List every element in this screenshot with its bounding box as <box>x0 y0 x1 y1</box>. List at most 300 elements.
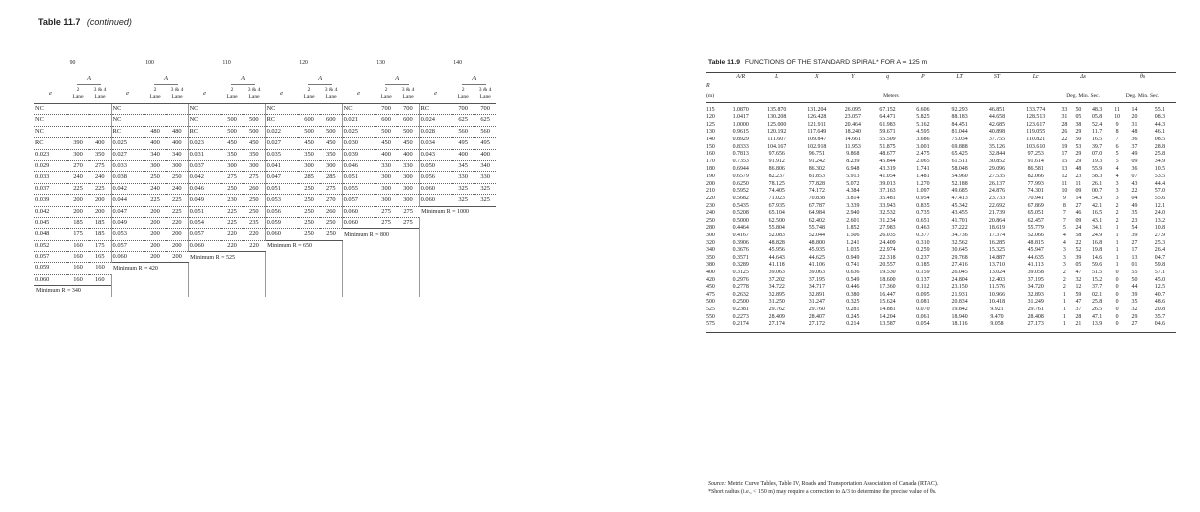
lc-cell: 103.610 <box>1026 143 1046 150</box>
radius-cell: 140 <box>706 136 715 143</box>
radius-2-lane: 250 <box>298 183 320 194</box>
theta-deg-cell: 0 <box>1115 276 1119 283</box>
delta-deg-cell: 7 <box>1062 217 1066 224</box>
radius-cell: 160 <box>706 151 715 158</box>
e-value: 0.027 <box>111 149 144 160</box>
theta-sec-cell: 34.9 <box>1154 158 1166 165</box>
delta-sec-cell: 11.7 <box>1092 129 1103 135</box>
y-cell: 4.384 <box>846 188 860 195</box>
p-cell: 1.097 <box>916 188 930 195</box>
q-cell: 20.557 <box>879 262 896 268</box>
empty-cell <box>452 252 474 263</box>
st-cell: 26.137 <box>988 180 1006 187</box>
empty-cell <box>188 286 221 297</box>
lt-cell: 43.455 <box>951 210 968 217</box>
e-value: 0.034 <box>419 138 452 149</box>
theta-sec-cell: 12.5 <box>1154 284 1166 291</box>
empty-cell <box>166 274 188 285</box>
p-cell: 5.162 <box>916 121 930 128</box>
theta-deg-cell: 0 <box>1115 284 1119 291</box>
radius-34-lane <box>166 104 188 115</box>
q-cell: 27.983 <box>879 225 896 231</box>
lc-cell: 133.774 <box>1026 106 1046 113</box>
q-cell: 35.481 <box>879 195 896 202</box>
lane-34-header-2: 3 & 4 Lane <box>243 85 265 104</box>
y-cell: 0.245 <box>846 313 860 320</box>
y-cell: 6.948 <box>846 166 860 172</box>
radius-34-lane: 175 <box>89 240 111 251</box>
delta-deg-cell: 33 <box>1061 106 1068 113</box>
radius-34-lane: 500 <box>243 126 265 137</box>
y-cell: 18.240 <box>844 129 861 135</box>
lt-cell: 30.645 <box>951 247 968 254</box>
radius-2-lane: 250 <box>144 172 166 183</box>
table-row <box>706 292 1176 299</box>
radius-34-lane: 185 <box>89 229 111 240</box>
y-cell: 0.380 <box>846 291 860 298</box>
theta-sec-cell: 25.3 <box>1154 240 1166 246</box>
radius-2-lane: 400 <box>144 138 166 149</box>
design-speed-3: 120 <box>299 60 308 67</box>
radius-34-lane <box>243 104 265 115</box>
radius-2-lane: 160 <box>67 263 89 274</box>
design-speed-1: 100 <box>145 60 154 67</box>
lane-34-header-1: 3 & 4 Lane <box>166 85 188 104</box>
y-cell: 1.241 <box>846 240 860 246</box>
e-value: 0.056 <box>265 206 298 217</box>
st-cell: 23.733 <box>988 195 1006 202</box>
radius-2-lane: 160 <box>67 274 89 285</box>
a-pad-cell <box>265 76 298 85</box>
y-cell: 0.446 <box>846 284 860 291</box>
radius-2-lane: 250 <box>298 206 320 217</box>
lt-cell: 61.511 <box>951 158 968 165</box>
theta-deg-cell: 1 <box>1115 247 1119 254</box>
radius-2-lane: 250 <box>298 229 320 240</box>
e-value: 0.042 <box>34 206 67 217</box>
spiral-functions-table <box>706 72 1176 333</box>
units-theta: Deg. Min. Sec. <box>1109 91 1176 103</box>
theta-min-cell: 32 <box>1131 306 1138 313</box>
empty-cell <box>342 274 375 285</box>
empty-cell <box>474 240 496 251</box>
theta-deg-cell: 7 <box>1115 136 1119 143</box>
q-cell: 41.054 <box>879 173 896 180</box>
theta-sec-cell: 44.3 <box>1154 121 1166 128</box>
radius-2-lane: 500 <box>221 115 243 126</box>
radius-2-lane: 400 <box>375 149 397 160</box>
radius-34-lane: 225 <box>89 183 111 194</box>
radius-2-lane: 340 <box>144 149 166 160</box>
empty-cell <box>474 286 496 297</box>
lane-34-header-4: 3 & 4 Lane <box>397 85 419 104</box>
theta-deg-cell: 1 <box>1115 225 1119 231</box>
lc-cell: 29.761 <box>1027 306 1044 313</box>
e-value: RC <box>111 126 144 137</box>
theta-sec-cell: 10.5 <box>1154 166 1166 172</box>
empty-cell <box>243 263 265 274</box>
l-cell: 130.208 <box>767 114 787 121</box>
radius-2-lane: 300 <box>298 160 320 171</box>
theta-sec-cell: 04.7 <box>1154 254 1166 261</box>
q-cell: 59.671 <box>879 129 896 135</box>
st-cell: 40.898 <box>988 129 1006 135</box>
x-cell: 44.625 <box>808 254 825 261</box>
p-cell: 5.825 <box>916 114 930 121</box>
y-cell: 0.636 <box>846 269 860 276</box>
a-over-r-cell: 1.0000 <box>732 121 749 128</box>
radius-34-lane: 700 <box>480 104 490 112</box>
table-row <box>34 263 496 274</box>
speed-header-row <box>34 58 496 70</box>
table-row <box>706 137 1176 144</box>
radius-2-lane: 300 <box>375 195 397 206</box>
l-cell: 27.174 <box>757 321 797 332</box>
theta-sec-cell: 04.6 <box>1144 321 1176 332</box>
lc-cell: 77.993 <box>1027 180 1044 187</box>
minimum-radius-2: Minimum R = 525 <box>188 252 265 263</box>
spiral-units-row <box>706 91 1176 103</box>
e-value: 0.059 <box>34 263 67 274</box>
radius-cell: 150 <box>706 143 715 150</box>
radius-2-lane: 325 <box>452 195 474 206</box>
lt-cell: 58.048 <box>951 166 968 172</box>
q-cell: 37.163 <box>879 188 896 195</box>
radius-2-lane: 600 <box>298 115 320 126</box>
radius-34-lane: 240 <box>166 183 188 194</box>
theta-deg-cell: 0 <box>1115 313 1119 320</box>
delta-min-cell: 24 <box>1075 225 1082 231</box>
delta-sec-cell: 58.3 <box>1091 173 1103 180</box>
radius-2-lane: 450 <box>221 138 243 149</box>
delta-deg-cell: 11 <box>1061 180 1068 187</box>
e-value: 0.031 <box>188 149 221 160</box>
delta-min-cell: 47 <box>1075 299 1082 305</box>
e-value: 0.054 <box>188 217 221 228</box>
x-cell: 29.760 <box>808 306 825 313</box>
st-cell: 13.024 <box>988 269 1006 276</box>
y-cell: 14.661 <box>844 136 861 143</box>
e-header-5: e <box>419 85 452 104</box>
header-lt: LT <box>940 73 980 84</box>
theta-min-cell: 22 <box>1131 188 1138 195</box>
p-cell: 1.270 <box>916 180 930 187</box>
e-value: 0.042 <box>188 172 221 183</box>
theta-deg-cell: 2 <box>1115 203 1119 209</box>
delta-min-cell: 14 <box>1075 195 1082 202</box>
empty-cell <box>375 252 397 263</box>
radius-2-lane: 240 <box>144 183 166 194</box>
table-row <box>34 138 496 149</box>
delta-deg-cell: 7 <box>1062 210 1066 217</box>
st-cell: 42.685 <box>988 121 1006 128</box>
a-over-r-cell: 0.2500 <box>732 299 749 305</box>
p-cell: 1.481 <box>916 173 930 180</box>
radius-34-lane: 300 <box>397 172 419 183</box>
radius-cell: 550 <box>706 313 715 320</box>
delta-deg-cell: 26 <box>1061 129 1068 135</box>
empty-cell <box>474 274 496 285</box>
q-cell: 39.013 <box>879 180 896 187</box>
lt-cell: 27.416 <box>951 262 968 268</box>
a-header-2: A <box>231 76 255 85</box>
empty-cell <box>375 286 397 297</box>
radius-34-lane: 225 <box>166 195 188 206</box>
radius-34-lane: 275 <box>320 183 342 194</box>
a-over-r-cell: 0.6944 <box>732 166 749 172</box>
a-over-r-cell: 0.6579 <box>732 173 749 180</box>
lt-cell: 92.293 <box>951 106 968 113</box>
lc-cell: 65.051 <box>1027 210 1044 217</box>
radius-cell: 300 <box>706 232 715 239</box>
delta-min-cell: 29 <box>1075 151 1082 158</box>
radius-2-lane: 220 <box>221 229 243 240</box>
table-row <box>706 321 1176 332</box>
delta-min-cell: 46 <box>1075 210 1082 217</box>
header-r-label: R <box>706 83 710 90</box>
theta-deg-cell: 5 <box>1115 158 1119 165</box>
source-note <box>708 480 1178 488</box>
table-row <box>34 115 496 126</box>
radius-34-lane: 330 <box>397 160 419 171</box>
empty-cell <box>144 286 166 297</box>
delta-min-cell: 05 <box>1075 262 1082 268</box>
delta-sec-cell: 24.9 <box>1091 232 1103 239</box>
a-over-r-cell: 0.6250 <box>732 180 749 187</box>
l-cell: 55.804 <box>768 225 785 231</box>
radius-34-lane: 260 <box>243 183 265 194</box>
empty-cell <box>111 286 144 297</box>
p-cell: 0.237 <box>916 254 930 261</box>
lt-cell: 24.804 <box>951 276 968 283</box>
delta-deg-cell: 1 <box>1062 299 1066 305</box>
p-cell: 4.595 <box>916 129 930 135</box>
l-cell: 125.000 <box>767 121 787 128</box>
radius-2-lane: 480 <box>144 126 166 137</box>
lc-cell: 70.941 <box>1027 195 1044 202</box>
e-value: 0.051 <box>342 172 375 183</box>
radius-2-lane <box>67 115 89 126</box>
empty-cell <box>419 229 452 240</box>
delta-deg-cell: 3 <box>1062 262 1066 268</box>
theta-min-cell: 07 <box>1131 173 1138 180</box>
empty-cell <box>221 274 243 285</box>
e-value: 0.033 <box>111 160 144 171</box>
delta-sec-cell: 19.3 <box>1091 158 1103 165</box>
theta-min-cell: 13 <box>1131 254 1138 261</box>
table-row <box>34 183 496 194</box>
table-row <box>34 160 496 171</box>
e-value: 0.049 <box>111 217 144 228</box>
l-cell: 65.104 <box>768 210 785 217</box>
table-row <box>34 104 496 115</box>
e-header-1: e <box>111 85 144 104</box>
delta-sec-cell: 05.8 <box>1091 114 1103 121</box>
table-row <box>706 210 1176 217</box>
empty-cell <box>144 274 166 285</box>
e-value: 0.042 <box>111 183 144 194</box>
radius-34-lane: 200 <box>89 195 111 206</box>
empty-cell <box>419 240 452 251</box>
e-header-2: e <box>188 85 221 104</box>
delta-sec-cell: 39.7 <box>1091 143 1103 150</box>
radius-34-lane: 275 <box>243 172 265 183</box>
radius-cell: 130 <box>706 129 715 135</box>
e-value: 0.060 <box>342 217 375 228</box>
delta-deg-cell: 1 <box>1062 306 1066 313</box>
radius-34-lane: 600 <box>320 115 342 126</box>
radius-2-lane: 200 <box>67 195 89 206</box>
radius-34-lane: 400 <box>474 149 496 160</box>
x-cell: 32.891 <box>808 291 825 298</box>
empty-cell <box>111 274 144 285</box>
a-over-r-cell: 0.2778 <box>732 284 749 291</box>
lt-cell: 34.736 <box>951 232 968 239</box>
empty-cell <box>474 229 496 240</box>
p-cell: 2.065 <box>916 158 930 165</box>
theta-min-cell: 43 <box>1131 180 1138 187</box>
theta-min-cell: 35 <box>1131 299 1138 305</box>
empty-cell <box>419 217 452 228</box>
radius-2-lane: 390 <box>67 138 89 149</box>
theta-deg-cell: 11 <box>1114 106 1120 113</box>
radius-34-lane: 275 <box>397 206 419 217</box>
superelevation-table <box>34 58 496 297</box>
radius-cell: 240 <box>706 210 715 217</box>
lane-34-header-0: 3 & 4 Lane <box>89 85 111 104</box>
e-value: NC <box>188 115 221 126</box>
theta-sec-cell: 45.0 <box>1154 276 1166 283</box>
table-row <box>706 314 1176 321</box>
e-value: 0.059 <box>265 217 298 228</box>
radius-2-lane: 500 <box>221 126 243 137</box>
radius-34-lane: 450 <box>243 138 265 149</box>
delta-sec-cell: 26.1 <box>1091 180 1103 187</box>
radius-34-lane: 340 <box>166 149 188 160</box>
p-cell: 0.061 <box>916 313 930 320</box>
x-cell: 48.800 <box>808 240 825 246</box>
empty-cell <box>298 252 320 263</box>
radius-34-lane: 250 <box>166 172 188 183</box>
radius-34-lane: 185 <box>89 217 111 228</box>
l-cell: 45.956 <box>768 247 785 254</box>
st-cell: 35.126 <box>988 143 1006 150</box>
radius-34-lane: 500 <box>397 126 419 137</box>
delta-sec-cell: 25.8 <box>1091 299 1103 305</box>
radius-2-lane: 225 <box>221 206 243 217</box>
radius-cell: 210 <box>706 188 715 195</box>
radius-34-lane: 300 <box>397 183 419 194</box>
radius-34-lane: 235 <box>243 217 265 228</box>
theta-sec-cell: 28.8 <box>1154 143 1166 150</box>
theta-deg-cell: 3 <box>1115 195 1119 202</box>
e-value: 0.041 <box>265 160 298 171</box>
empty-cell <box>342 240 375 251</box>
table-row <box>706 307 1176 314</box>
lt-cell: 26.045 <box>951 269 968 276</box>
st-cell: 27.535 <box>988 173 1006 180</box>
theta-min-cell: 27 <box>1131 240 1138 246</box>
radius-cell: 200 <box>706 180 715 187</box>
radius-34-lane: 625 <box>474 115 496 126</box>
radius-34-lane: 450 <box>320 138 342 149</box>
lc-cell: 119.055 <box>1026 129 1046 135</box>
q-cell: 45.844 <box>879 158 896 165</box>
radius-cell: 340 <box>706 247 715 254</box>
radius-2-lane: 325 <box>452 183 474 194</box>
lt-cell: 65.425 <box>951 151 968 158</box>
a-over-r-cell: 0.5952 <box>732 188 749 195</box>
table-row <box>706 166 1176 173</box>
delta-min-cell: 09 <box>1075 188 1082 195</box>
x-cell: 86.302 <box>808 166 825 172</box>
radius-34-lane: 480 <box>166 126 188 137</box>
minimum-radius-1: Minimum R = 420 <box>111 263 188 274</box>
e-value: 0.025 <box>111 138 144 149</box>
l-cell: 52.083 <box>768 232 785 239</box>
theta-min-cell: 49 <box>1131 203 1138 209</box>
radius-2-lane <box>298 104 320 115</box>
q-cell: 32.532 <box>879 210 896 217</box>
e-value: 0.027 <box>265 138 298 149</box>
radius-cell: 350 <box>706 254 715 261</box>
theta-min-cell: 09 <box>1131 158 1138 165</box>
q-cell: 24.409 <box>879 240 896 246</box>
radius-34-lane: 600 <box>397 115 419 126</box>
delta-deg-cell: 15 <box>1061 158 1068 165</box>
theta-min-cell: 04 <box>1131 195 1138 202</box>
empty-cell <box>298 274 320 285</box>
l-cell: 91.912 <box>768 158 785 165</box>
radius-2-lane: 500 <box>298 126 320 137</box>
l-cell: 135.870 <box>767 106 787 113</box>
radius-34-lane: 495 <box>474 138 496 149</box>
l-cell: 78.125 <box>768 180 785 187</box>
y-cell: 3.339 <box>846 203 860 209</box>
table-row <box>706 218 1176 225</box>
delta-deg-cell: 17 <box>1061 151 1068 158</box>
y-cell: 0.741 <box>846 262 860 268</box>
e-value: NC <box>35 104 44 112</box>
left-table-title <box>38 17 132 27</box>
e-value: 0.060 <box>111 252 144 263</box>
lt-cell: 49.685 <box>951 188 968 195</box>
a-over-r-cell: 1.0870 <box>732 106 749 113</box>
st-cell: 30.852 <box>988 158 1006 165</box>
radius-2-lane: 250 <box>298 217 320 228</box>
e-value: 0.060 <box>265 229 298 240</box>
x-cell: 28.407 <box>808 313 825 320</box>
st-cell: 12.403 <box>988 276 1006 283</box>
theta-min-cell: 44 <box>1131 284 1138 291</box>
e-value: 0.060 <box>34 274 67 285</box>
spiral-header-row-r <box>706 83 1176 91</box>
st-cell: 20.864 <box>988 217 1006 224</box>
delta-deg-cell: 8 <box>1062 203 1066 209</box>
radius-34-lane <box>320 104 342 115</box>
e-value: 0.049 <box>188 195 221 206</box>
radius-2-lane: 300 <box>221 160 243 171</box>
continued-label: (continued) <box>86 17 132 27</box>
lc-cell: 34.720 <box>1027 284 1044 291</box>
empty-cell <box>243 286 265 297</box>
radius-34-lane <box>89 126 111 137</box>
p-cell: 3.686 <box>916 136 930 143</box>
radius-2-lane <box>144 115 166 126</box>
design-speed-2: 110 <box>222 60 231 67</box>
radius-34-lane: 275 <box>397 217 419 228</box>
empty-cell <box>452 240 474 251</box>
